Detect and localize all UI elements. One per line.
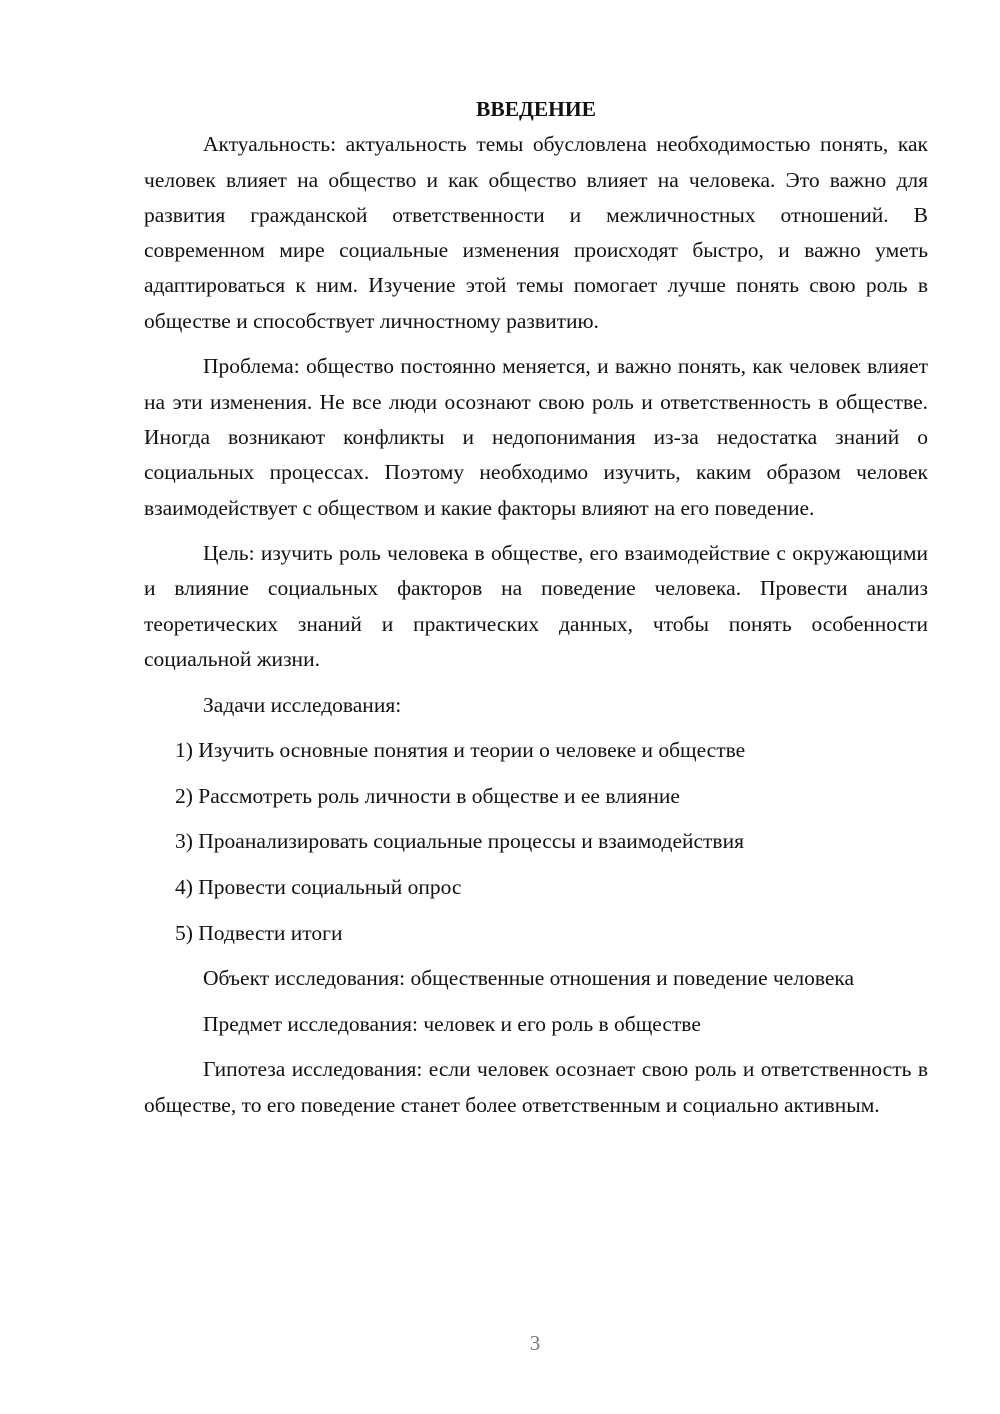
page-content <box>144 92 928 1133</box>
problem-paragraph: Проблема: общество постоянно меняется, и важно понять, как человек влияет на эти изменения. Не все люди осознают свою роль и ответственность в обществе. Иногда возникают конфликты и недопонимания из-за недостатка знаний о социальных процессах. Поэтому необходимо изучить, каким образом человек взаимодействует с обществом и какие факторы влияют на его поведение. <box>144 354 928 520</box>
task-item: 1) Изучить основные понятия и теории о человеке и обществе <box>175 738 746 763</box>
relevance-paragraph: Актуальность: актуальность темы обусловлена необходимостью понять, как человек влияет на общество и как общество влияет на человека. Это важно для развития гражданской ответственности и межличностных отношений. В современном мире социальные изменения происходят быстро, и важно уметь адаптироваться к ним. Изучение этой темы помогает лучше понять свою роль в обществе и способствует личностному развитию. <box>144 132 928 333</box>
object-paragraph: Объект исследования: общественные отношения и поведение человека <box>203 966 855 991</box>
subject-paragraph: Предмет исследования: человек и его роль в обществе <box>203 1011 701 1036</box>
page-number: 3 <box>529 1331 541 1355</box>
task-item: 4) Провести социальный опрос <box>175 875 462 900</box>
page-heading: ВВЕДЕНИЕ <box>476 97 596 121</box>
hypothesis-paragraph: Гипотеза исследования: если человек осознает свою роль и ответственность в обществе, то его поведение станет более ответственным и социально активным. <box>144 1057 928 1117</box>
task-item: 3) Проанализировать социальные процессы и взаимодействия <box>175 829 744 854</box>
tasks-list <box>144 733 928 951</box>
task-item: 5) Подвести итоги <box>175 920 343 945</box>
task-item: 2) Рассмотреть роль личности в обществе и ее влияние <box>175 783 680 808</box>
goal-paragraph: Цель: изучить роль человека в обществе, его взаимодействие с окружающими и влияние социальных факторов на поведение человека. Провести анализ теоретических знаний и практических данных, чтобы понять особенности социальной жизни. <box>144 541 928 672</box>
tasks-intro: Задачи исследования: <box>203 692 402 717</box>
